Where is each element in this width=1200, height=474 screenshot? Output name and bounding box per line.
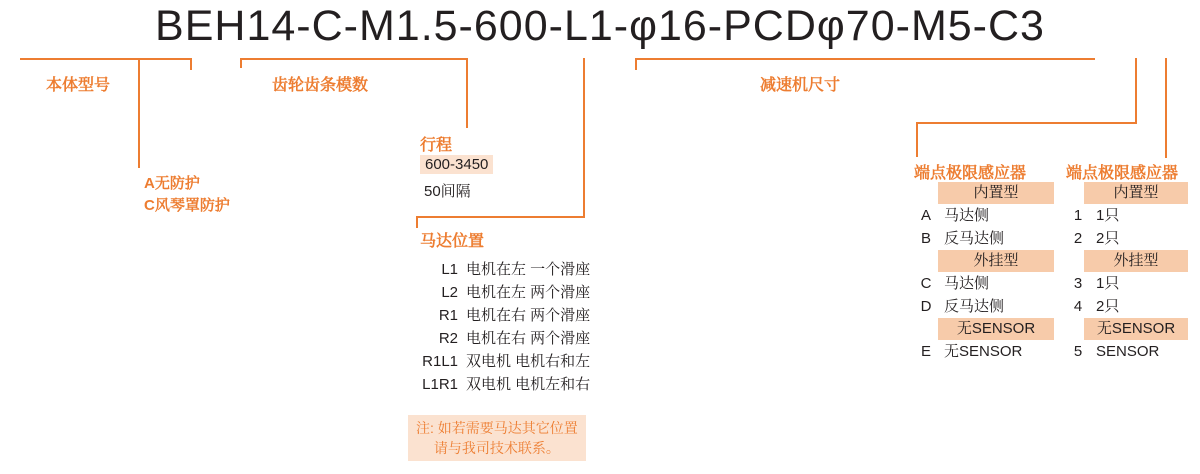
sensor-desc: 无SENSOR [944,343,1023,360]
section-title-body-model: 本体型号 [46,77,111,94]
table-row [1066,204,1200,227]
section-title-sensor-left: 端点极限感应器 [914,165,1027,182]
sensor-code: A [920,207,931,224]
sensor-desc: 1只 [1096,275,1120,292]
connector-line [916,122,918,157]
motor-position-table [412,258,590,396]
sensor-desc: 马达侧 [944,207,990,224]
table-row [412,281,590,304]
motor-desc: 电机在左 两个滑座 [466,284,591,301]
sensor-code: B [920,230,931,247]
sensor-desc: 2只 [1096,230,1120,247]
connector-line [466,58,468,128]
connector-line [635,58,637,70]
motor-code: L1R1 [422,376,458,393]
motor-desc: 双电机 电机左和右 [466,376,591,393]
sensor-desc: 反马达侧 [944,230,1005,247]
connector-line [138,58,140,168]
sensor-desc: 反马达侧 [944,298,1005,315]
connector-line [240,58,420,60]
motor-code: R1 [438,307,458,324]
stroke-range-wrap [420,155,493,174]
motor-code: L2 [441,284,458,301]
stroke-range: 600-3450 [420,155,493,174]
sensor-group-head: 无SENSOR [938,318,1054,340]
sensor-group-head: 无SENSOR [1084,318,1188,340]
section-title-stroke: 行程 [420,137,453,154]
motor-code: R1L1 [422,353,458,370]
table-row [412,350,590,373]
connector-line [240,58,242,68]
table-row [412,327,590,350]
table-row [914,272,1060,295]
motor-code: L1 [441,261,458,278]
note-line-2: 请与我司技术联系。 [433,440,560,456]
sensor-right-table [1066,182,1200,363]
sensor-left-table [914,182,1060,363]
sensor-code: C [920,275,932,292]
section-title-sensor-right: 端点极限感应器 [1066,165,1179,182]
motor-position-note [408,415,586,461]
table-row [1066,340,1200,363]
connector-line [635,58,1095,60]
section-title-motor-position: 马达位置 [420,233,485,250]
table-row [914,295,1060,318]
protection-option-a: A无防护 [144,175,200,192]
connector-line [416,216,418,228]
sensor-group-head: 外挂型 [938,250,1054,272]
motor-desc: 电机在右 两个滑座 [466,330,591,347]
sensor-group-head: 外挂型 [1084,250,1188,272]
sensor-code: 4 [1073,298,1083,315]
protection-option-c: C风琴罩防护 [144,197,230,214]
table-row [1066,295,1200,318]
connector-line [583,58,585,218]
sensor-group-head: 内置型 [938,182,1054,204]
section-title-gear-module: 齿轮齿条模数 [272,77,369,94]
sensor-code: 5 [1073,343,1083,360]
sensor-code: D [920,298,932,315]
table-row [914,227,1060,250]
sensor-code: 2 [1073,230,1083,247]
sensor-code: 1 [1073,207,1083,224]
stroke-interval: 50间隔 [424,183,471,200]
connector-line [416,216,585,218]
motor-desc: 电机在左 一个滑座 [466,261,591,278]
connector-line [1165,58,1167,158]
table-row [412,258,590,281]
table-row [914,340,1060,363]
table-row [914,204,1060,227]
sensor-group-head: 内置型 [1084,182,1188,204]
sensor-desc: 2只 [1096,298,1120,315]
model-code-title: BEH14-C-M1.5-600-L1-φ16-PCDφ70-M5-C3 [155,2,1045,50]
sensor-desc: 1只 [1096,207,1120,224]
connector-line [916,122,1137,124]
table-row [412,304,590,327]
motor-code: R2 [438,330,458,347]
connector-line [1135,58,1137,122]
connector-line [138,58,192,60]
sensor-code: 3 [1073,275,1083,292]
motor-desc: 电机在右 两个滑座 [466,307,591,324]
sensor-desc: 马达侧 [944,275,990,292]
connector-line [420,58,468,60]
sensor-code: E [920,343,931,360]
section-title-reducer-size: 减速机尺寸 [760,77,841,94]
sensor-desc: SENSOR [1096,343,1160,360]
table-row [1066,272,1200,295]
note-line-1: 注: 如若需要马达其它位置 [416,420,578,436]
table-row [412,373,590,396]
motor-desc: 双电机 电机右和左 [466,353,591,370]
connector-line [20,58,140,60]
table-row [1066,227,1200,250]
